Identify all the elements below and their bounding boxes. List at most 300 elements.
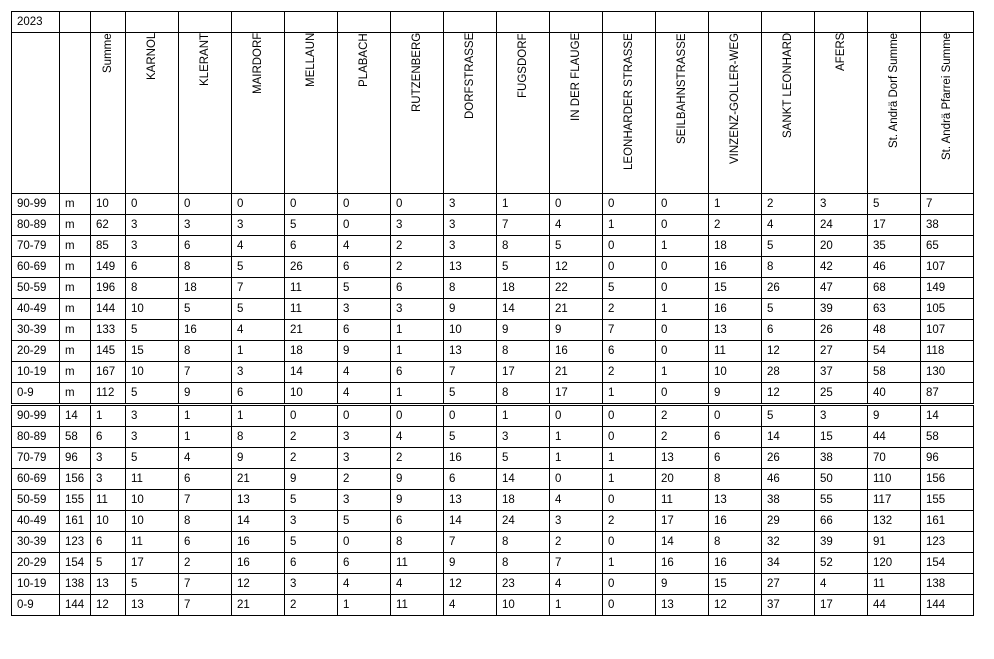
- table-cell: 23: [497, 574, 550, 595]
- column-header-label: DORFSTRASSE: [464, 33, 476, 120]
- column-header-label: IN DER FLAUGE: [570, 33, 582, 122]
- table-cell: 149: [91, 257, 126, 278]
- table-row: [12, 427, 974, 448]
- table-cell: 14: [444, 511, 497, 532]
- table-cell: 13: [91, 574, 126, 595]
- table-cell: 2: [285, 448, 338, 469]
- table-cell: 1: [550, 595, 603, 616]
- age-group-cell: 90-99: [12, 405, 60, 427]
- table-cell: 63: [868, 299, 921, 320]
- table-cell: 14: [232, 511, 285, 532]
- empty-cell: [762, 12, 815, 33]
- table-cell: 5: [550, 236, 603, 257]
- table-cell: 4: [444, 595, 497, 616]
- age-group-cell: 60-69: [12, 469, 60, 490]
- table-cell: 11: [391, 595, 444, 616]
- table-cell: 0: [656, 320, 709, 341]
- table-cell: 3: [338, 299, 391, 320]
- table-cell: 6: [91, 532, 126, 553]
- empty-cell: [338, 12, 391, 33]
- table-cell: 2: [603, 299, 656, 320]
- column-header: [179, 33, 232, 194]
- table-cell: 10: [91, 194, 126, 215]
- table-cell: 7: [444, 362, 497, 383]
- age-group-cell: 70-79: [12, 448, 60, 469]
- table-cell: 14: [285, 362, 338, 383]
- table-cell: 2: [179, 553, 232, 574]
- table-row: [12, 553, 974, 574]
- table-cell: 3: [285, 574, 338, 595]
- table-cell: 144: [91, 299, 126, 320]
- table-cell: 5: [338, 278, 391, 299]
- table-cell: 5: [232, 299, 285, 320]
- table-row: [12, 405, 974, 427]
- table-cell: 0: [285, 405, 338, 427]
- table-cell: 6: [179, 532, 232, 553]
- table-cell: 2: [391, 448, 444, 469]
- table-cell: 133: [91, 320, 126, 341]
- table-cell: 2: [285, 595, 338, 616]
- table-cell: 5: [126, 574, 179, 595]
- table-cell: 5: [338, 511, 391, 532]
- table-cell: 15: [126, 341, 179, 362]
- table-cell: 21: [550, 299, 603, 320]
- table-row: [12, 320, 974, 341]
- table-cell: 17: [497, 362, 550, 383]
- column-header: [656, 33, 709, 194]
- table-cell: 14: [60, 405, 91, 427]
- column-header: [550, 33, 603, 194]
- table-cell: 1: [179, 427, 232, 448]
- table-cell: 2: [285, 427, 338, 448]
- table-cell: 0: [126, 194, 179, 215]
- table-cell: 3: [232, 362, 285, 383]
- table-cell: 8: [179, 511, 232, 532]
- table-row: [12, 595, 974, 616]
- table-cell: 13: [656, 448, 709, 469]
- table-row: [12, 341, 974, 362]
- table-cell: 16: [709, 511, 762, 532]
- table-cell: 13: [444, 490, 497, 511]
- table-cell: 13: [444, 257, 497, 278]
- table-cell: 1: [179, 405, 232, 427]
- table-cell: 4: [391, 427, 444, 448]
- table-cell: 96: [60, 448, 91, 469]
- age-group-cell: 60-69: [12, 257, 60, 278]
- table-cell: 1: [338, 595, 391, 616]
- table-row: [12, 236, 974, 257]
- age-group-cell: 40-49: [12, 511, 60, 532]
- table-cell: 11: [709, 341, 762, 362]
- table-cell: 11: [126, 469, 179, 490]
- table-cell: 13: [232, 490, 285, 511]
- table-cell: 0: [656, 383, 709, 405]
- table-cell: 6: [126, 257, 179, 278]
- column-header: [126, 33, 179, 194]
- table-cell: 8: [391, 532, 444, 553]
- table-cell: 12: [762, 341, 815, 362]
- empty-cell: [868, 12, 921, 33]
- table-cell: 5: [444, 383, 497, 405]
- table-cell: 12: [550, 257, 603, 278]
- table-cell: 11: [285, 278, 338, 299]
- table-cell: 16: [232, 532, 285, 553]
- table-row: [12, 532, 974, 553]
- table-cell: 38: [762, 490, 815, 511]
- empty-cell: [709, 12, 762, 33]
- table-cell: 132: [868, 511, 921, 532]
- table-cell: m: [60, 257, 91, 278]
- table-cell: 3: [232, 215, 285, 236]
- table-cell: 21: [232, 469, 285, 490]
- table-cell: 2: [338, 469, 391, 490]
- table-cell: 12: [232, 574, 285, 595]
- table-cell: 0: [603, 595, 656, 616]
- table-cell: 7: [232, 278, 285, 299]
- table-cell: 11: [126, 532, 179, 553]
- table-cell: 15: [815, 427, 868, 448]
- table-cell: 4: [179, 448, 232, 469]
- table-cell: 144: [921, 595, 974, 616]
- column-header-label: St. Andrä Dorf Summe: [888, 33, 900, 149]
- table-cell: 14: [921, 405, 974, 427]
- table-cell: 11: [91, 490, 126, 511]
- table-cell: 3: [444, 236, 497, 257]
- table-cell: 48: [868, 320, 921, 341]
- table-cell: 0: [391, 405, 444, 427]
- table-cell: 1: [391, 383, 444, 405]
- table-cell: 18: [497, 490, 550, 511]
- table-cell: 9: [338, 341, 391, 362]
- table-cell: 87: [921, 383, 974, 405]
- table-cell: 25: [815, 383, 868, 405]
- table-cell: 9: [656, 574, 709, 595]
- column-header-label: MAIRDORF: [252, 33, 264, 95]
- table-cell: 42: [815, 257, 868, 278]
- table-cell: m: [60, 341, 91, 362]
- table-cell: 0: [603, 427, 656, 448]
- table-cell: m: [60, 236, 91, 257]
- table-cell: 6: [285, 236, 338, 257]
- table-cell: 24: [815, 215, 868, 236]
- table-cell: 7: [179, 490, 232, 511]
- table-cell: 2: [709, 215, 762, 236]
- table-cell: 3: [338, 427, 391, 448]
- table-cell: 6: [391, 362, 444, 383]
- table-row: [12, 257, 974, 278]
- table-cell: 10: [497, 595, 550, 616]
- column-header: [12, 33, 60, 194]
- age-group-cell: 20-29: [12, 553, 60, 574]
- table-cell: 6: [338, 257, 391, 278]
- table-cell: 1: [550, 448, 603, 469]
- table-cell: 16: [656, 553, 709, 574]
- table-cell: 39: [815, 299, 868, 320]
- column-header-label: Summe: [102, 33, 114, 73]
- age-group-cell: 70-79: [12, 236, 60, 257]
- table-row: [12, 490, 974, 511]
- table-cell: 17: [868, 215, 921, 236]
- age-group-cell: 10-19: [12, 362, 60, 383]
- table-cell: 161: [921, 511, 974, 532]
- table-cell: 130: [921, 362, 974, 383]
- table-cell: 5: [444, 427, 497, 448]
- table-cell: 6: [391, 511, 444, 532]
- table-cell: 196: [91, 278, 126, 299]
- table-cell: 2: [391, 236, 444, 257]
- table-cell: 155: [60, 490, 91, 511]
- table-cell: 0: [656, 215, 709, 236]
- table-cell: 8: [497, 341, 550, 362]
- table-cell: 0: [285, 194, 338, 215]
- table-cell: 12: [762, 383, 815, 405]
- table-cell: 107: [921, 320, 974, 341]
- table-cell: 6: [709, 427, 762, 448]
- table-cell: 1: [709, 194, 762, 215]
- table-cell: 8: [179, 257, 232, 278]
- table-cell: 3: [126, 236, 179, 257]
- table-cell: 21: [550, 362, 603, 383]
- column-header: [815, 33, 868, 194]
- table-cell: 9: [868, 405, 921, 427]
- table-cell: 2: [603, 511, 656, 532]
- table-cell: 6: [762, 320, 815, 341]
- table-cell: 1: [232, 341, 285, 362]
- table-cell: 5: [285, 532, 338, 553]
- table-cell: 7: [179, 595, 232, 616]
- table-cell: 39: [815, 532, 868, 553]
- table-cell: 4: [338, 236, 391, 257]
- table-cell: 0: [338, 215, 391, 236]
- table-cell: 4: [232, 236, 285, 257]
- table-cell: 47: [815, 278, 868, 299]
- table-cell: 1: [391, 341, 444, 362]
- table-cell: 107: [921, 257, 974, 278]
- table-cell: 26: [762, 448, 815, 469]
- table-cell: 1: [603, 215, 656, 236]
- table-cell: 65: [921, 236, 974, 257]
- table-cell: 10: [126, 511, 179, 532]
- table-cell: 8: [126, 278, 179, 299]
- table-cell: 27: [815, 341, 868, 362]
- table-cell: m: [60, 320, 91, 341]
- table-cell: 3: [126, 405, 179, 427]
- table-cell: 5: [285, 215, 338, 236]
- empty-cell: [656, 12, 709, 33]
- column-header-label: SANKT LEONHARD: [782, 33, 794, 139]
- table-cell: 17: [550, 383, 603, 405]
- table-cell: 3: [815, 194, 868, 215]
- table-cell: 5: [285, 490, 338, 511]
- table-cell: 8: [497, 553, 550, 574]
- table-cell: 16: [709, 257, 762, 278]
- empty-cell: [285, 12, 338, 33]
- table-row: [12, 215, 974, 236]
- table-cell: 1: [656, 362, 709, 383]
- table-row: [12, 511, 974, 532]
- table-cell: 3: [497, 427, 550, 448]
- table-cell: 1: [497, 405, 550, 427]
- table-cell: 0: [603, 405, 656, 427]
- table-cell: 1: [603, 448, 656, 469]
- empty-cell: [497, 12, 550, 33]
- column-header: [709, 33, 762, 194]
- table-cell: 13: [444, 341, 497, 362]
- empty-cell: [91, 12, 126, 33]
- table-cell: 8: [709, 532, 762, 553]
- table-cell: 0: [179, 194, 232, 215]
- table-cell: 62: [91, 215, 126, 236]
- table-cell: 52: [815, 553, 868, 574]
- table-cell: 4: [550, 490, 603, 511]
- table-cell: 0: [391, 194, 444, 215]
- table-cell: 9: [550, 320, 603, 341]
- column-header: [232, 33, 285, 194]
- table-cell: 6: [338, 553, 391, 574]
- table-cell: 10: [709, 362, 762, 383]
- table-cell: 3: [126, 427, 179, 448]
- column-header: [921, 33, 974, 194]
- empty-cell: [550, 12, 603, 33]
- table-cell: 29: [762, 511, 815, 532]
- table-cell: 5: [497, 257, 550, 278]
- table-cell: 161: [60, 511, 91, 532]
- table-cell: 6: [338, 320, 391, 341]
- table-cell: 14: [656, 532, 709, 553]
- table-cell: 50: [815, 469, 868, 490]
- empty-cell: [444, 12, 497, 33]
- table-cell: 4: [338, 383, 391, 405]
- table-cell: 10: [126, 299, 179, 320]
- table-cell: 66: [815, 511, 868, 532]
- table-cell: 68: [868, 278, 921, 299]
- table-cell: 55: [815, 490, 868, 511]
- table-cell: 3: [126, 215, 179, 236]
- table-cell: 9: [285, 469, 338, 490]
- table-cell: 9: [391, 490, 444, 511]
- table-cell: 10: [126, 362, 179, 383]
- table-cell: 7: [921, 194, 974, 215]
- table-cell: 8: [497, 532, 550, 553]
- empty-cell: [921, 12, 974, 33]
- table-cell: 5: [497, 448, 550, 469]
- table-cell: 14: [497, 469, 550, 490]
- table-cell: m: [60, 194, 91, 215]
- table-cell: 54: [868, 341, 921, 362]
- table-cell: 7: [179, 574, 232, 595]
- table-cell: 149: [921, 278, 974, 299]
- table-cell: 144: [60, 595, 91, 616]
- table-cell: 58: [60, 427, 91, 448]
- table-cell: 13: [656, 595, 709, 616]
- table-cell: 9: [179, 383, 232, 405]
- table-cell: 12: [91, 595, 126, 616]
- table-cell: m: [60, 278, 91, 299]
- table-cell: 8: [709, 469, 762, 490]
- age-group-cell: 30-39: [12, 320, 60, 341]
- table-row: [12, 469, 974, 490]
- empty-cell: [391, 12, 444, 33]
- column-header-label: KLERANT: [199, 33, 211, 87]
- table-cell: 18: [179, 278, 232, 299]
- table-cell: 6: [603, 341, 656, 362]
- table-cell: 7: [444, 532, 497, 553]
- table-cell: m: [60, 362, 91, 383]
- table-cell: 11: [656, 490, 709, 511]
- table-cell: 0: [709, 405, 762, 427]
- table-cell: 2: [656, 405, 709, 427]
- table-cell: 24: [497, 511, 550, 532]
- age-group-cell: 50-59: [12, 278, 60, 299]
- column-header-label: RUTZENBERG: [411, 33, 423, 113]
- column-header: [391, 33, 444, 194]
- table-cell: 6: [232, 383, 285, 405]
- table-cell: 17: [656, 511, 709, 532]
- table-cell: 4: [762, 215, 815, 236]
- table-cell: 0: [232, 194, 285, 215]
- empty-cell: [179, 12, 232, 33]
- table-cell: 16: [179, 320, 232, 341]
- table-cell: 3: [179, 215, 232, 236]
- table-cell: 18: [709, 236, 762, 257]
- table-cell: 16: [709, 299, 762, 320]
- table-cell: 1: [603, 383, 656, 405]
- table-row: [12, 278, 974, 299]
- table-cell: 0: [656, 194, 709, 215]
- empty-cell: [232, 12, 285, 33]
- column-header: [285, 33, 338, 194]
- table-cell: 123: [921, 532, 974, 553]
- column-header: [868, 33, 921, 194]
- table-cell: 117: [868, 490, 921, 511]
- table-cell: 110: [868, 469, 921, 490]
- table-cell: 2: [603, 362, 656, 383]
- table-cell: 8: [762, 257, 815, 278]
- table-cell: 8: [444, 278, 497, 299]
- table-cell: 5: [762, 236, 815, 257]
- table-cell: 9: [709, 383, 762, 405]
- column-header-label: PLABACH: [358, 33, 370, 87]
- table-cell: 16: [444, 448, 497, 469]
- table-cell: 3: [815, 405, 868, 427]
- column-header: [91, 33, 126, 194]
- age-group-cell: 0-9: [12, 383, 60, 405]
- table-cell: 9: [444, 553, 497, 574]
- table-cell: 3: [391, 299, 444, 320]
- year-cell: 2023: [12, 12, 60, 33]
- table-cell: 18: [285, 341, 338, 362]
- table-row: [12, 383, 974, 405]
- table-cell: 6: [179, 469, 232, 490]
- table-cell: 26: [815, 320, 868, 341]
- table-cell: 58: [868, 362, 921, 383]
- table-cell: 46: [762, 469, 815, 490]
- column-header-label: KARNOL: [146, 33, 158, 81]
- table-cell: 3: [444, 215, 497, 236]
- table-cell: 17: [815, 595, 868, 616]
- age-group-cell: 40-49: [12, 299, 60, 320]
- table-cell: 37: [815, 362, 868, 383]
- table-cell: 154: [60, 553, 91, 574]
- table-cell: 7: [603, 320, 656, 341]
- table-row: [12, 574, 974, 595]
- table-cell: 16: [709, 553, 762, 574]
- age-group-cell: 50-59: [12, 490, 60, 511]
- table-cell: 17: [126, 553, 179, 574]
- table-cell: 20: [656, 469, 709, 490]
- table-cell: 3: [550, 511, 603, 532]
- empty-cell: [603, 12, 656, 33]
